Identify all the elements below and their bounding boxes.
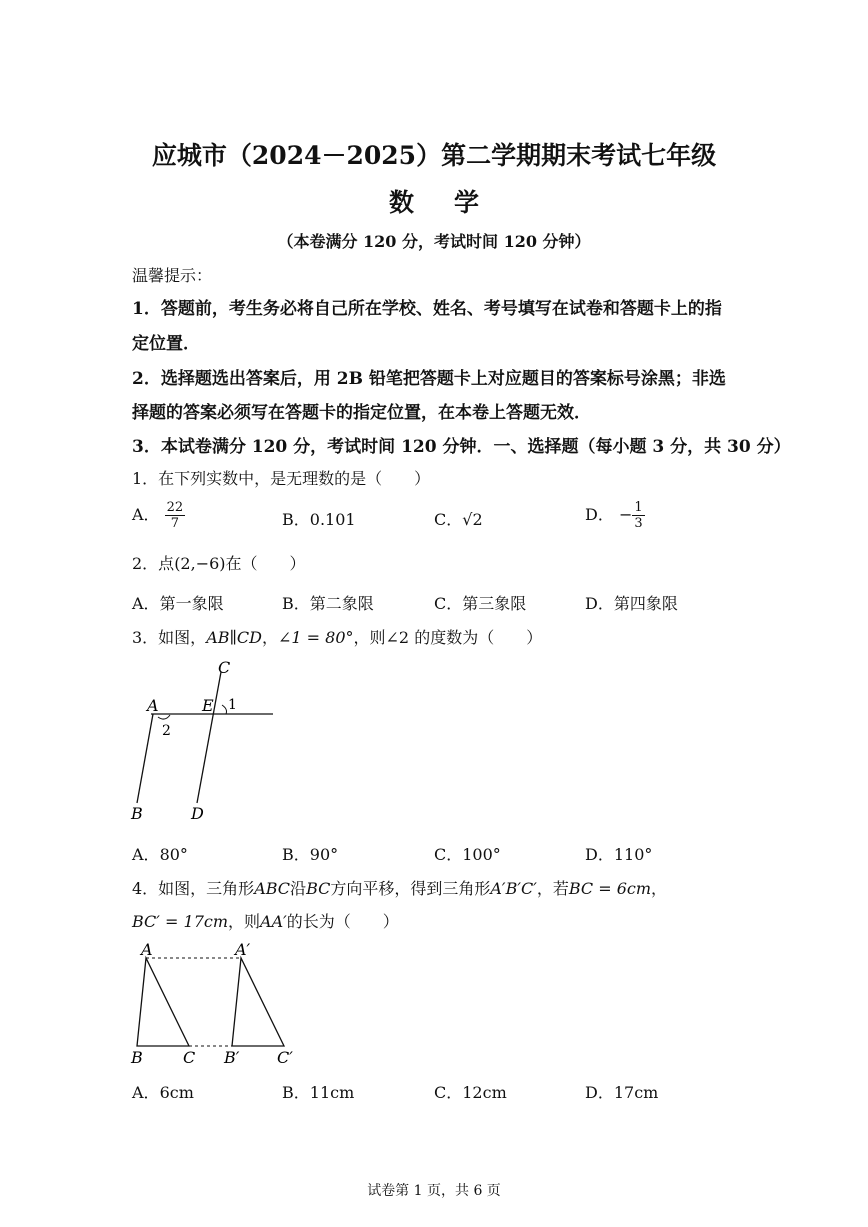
option-letter: D． [585,505,614,524]
math-bc: BC [306,879,331,898]
stem-text: ， [261,628,278,647]
q3-option-c [434,842,501,865]
stem-text: ， [651,879,668,898]
option-letter: B． [282,1083,310,1102]
label-c-prime: C′ [277,1048,293,1067]
math-condition-bc-prime: BC′ = 17cm [132,912,228,931]
option-letter: D． [585,845,614,864]
option-text: 100° [462,845,501,864]
triangle-abc-prime [232,958,284,1046]
q4-option-b [282,1080,354,1103]
option-letter: B． [282,510,310,529]
stem-text: 3．如图， [132,628,207,647]
option-text: 第二象限 [309,594,374,613]
option-letter: C． [434,594,463,613]
stem-text: 的长为（ ） [286,912,399,931]
stem-text: ，则 [228,912,261,931]
q3-option-a [132,842,188,865]
question-3-stem [132,625,542,648]
angle-2-arc [158,715,170,719]
question-4-stem-line-2 [132,909,399,932]
stem-text: 沿 [290,879,307,898]
tip-line: 2．选择题选出答案后，用 2B 铅笔把答题卡上对应题目的答案标号涂黑；非选 [132,369,726,389]
option-text: 110° [613,845,653,864]
stem-text: 在（ ） [225,554,306,573]
translation-figure [125,938,305,1068]
option-letter: C． [434,845,463,864]
option-text: 17cm [613,1083,659,1102]
option-letter: B． [282,594,310,613]
label-e: E [202,696,214,715]
option-letter: C． [434,510,463,529]
stem-text: 4．如图，三角形 [132,879,255,898]
q4-option-c [434,1080,507,1103]
fraction-denominator: 3 [634,516,643,531]
parallel-lines-figure [125,655,285,825]
tip-line: 定位置． [132,334,200,354]
option-letter: B． [282,845,310,864]
minus-sign: − [618,505,633,524]
stem-text: 方向平移，得到三角形 [330,879,491,898]
fraction [165,500,186,531]
q2-option-d [585,591,678,614]
question-4-stem [132,876,667,899]
q3-option-d [585,842,652,865]
math-condition-bc: BC = 6cm [568,879,652,898]
option-letter: D． [585,594,614,613]
q3-option-b [282,842,338,865]
fraction-denominator: 7 [170,516,180,531]
tips-heading: 温馨提示： [132,266,213,285]
question-2-stem [132,551,306,574]
math-parallel: AB∥CD [206,628,262,647]
option-text: 0.101 [309,510,356,529]
tip-line: 1．答题前，考生务必将自己所在学校、姓名、考号填写在试卷和答题卡上的指 [132,299,722,319]
fraction-numerator: 22 [166,500,184,515]
option-letter: A． [132,594,160,613]
q4-option-d [585,1080,658,1103]
line-ab [137,714,153,803]
option-text: 80° [159,845,188,864]
label-a-prime: A′ [235,940,251,959]
stem-text: 2．点 [132,554,175,573]
q2-option-b [282,591,374,614]
page-footer: 试卷第 1 页，共 6 页 [367,1183,501,1199]
label-b: B [131,804,143,823]
fraction-numerator: 1 [634,500,643,515]
math-angle: ∠1 = 80° [277,628,354,647]
option-letter: D． [585,1083,614,1102]
exam-note: （本卷满分 120 分，考试时间 120 分钟） [277,232,591,251]
option-letter: A． [132,505,160,524]
tip-line: 择题的答案必须写在答题卡的指定位置，在本卷上答题无效． [132,403,591,423]
question-1-stem: 1．在下列实数中，是无理数的是（ ） [132,469,431,488]
label-angle-2: 2 [162,723,171,739]
option-letter: A． [132,845,160,864]
label-d: D [191,804,204,823]
option-letter: C． [434,1083,463,1102]
subject-title: 数学 [388,188,519,217]
option-text: 第三象限 [462,594,527,613]
label-angle-1: 1 [228,697,237,713]
q1-option-c [434,507,483,530]
label-c: C [218,658,231,677]
angle-1-arc [222,705,227,714]
triangle-abc [137,958,189,1046]
q1-option-a [132,500,185,531]
option-text: 12cm [462,1083,507,1102]
stem-text: ，若 [536,879,569,898]
math-aa-prime: AA′ [260,912,287,931]
option-text: 90° [309,845,339,864]
math-abc: ABC [254,879,291,898]
stem-text: ，则∠2 的度数为（ ） [353,628,543,647]
fraction [632,500,644,531]
option-letter: A． [132,1083,160,1102]
math-abc-prime: A′B′C′ [490,879,537,898]
label-b: B [131,1048,143,1067]
q2-option-a [132,591,224,614]
option-text: 第四象限 [613,594,678,613]
label-b-prime: B′ [224,1048,240,1067]
tip-line: 3．本试卷满分 120 分，考试时间 120 分钟．一、选择题（每小题 3 分，共 30 分） [132,437,791,457]
label-a: A [141,940,153,959]
option-text: √2 [462,510,483,529]
option-text: 6cm [159,1083,194,1102]
point-coordinates: (2,−6) [174,554,226,573]
option-text: 11cm [309,1083,355,1102]
exam-title: 应城市（2024－2025）第二学期期末考试七年级 [151,141,717,170]
q4-option-a [132,1080,194,1103]
label-a: A [147,696,159,715]
option-text: 第一象限 [159,594,224,613]
q2-option-c [434,591,526,614]
line-cd [197,672,221,803]
label-c: C [183,1048,196,1067]
q1-option-b [282,507,356,530]
q1-option-d [585,500,645,531]
